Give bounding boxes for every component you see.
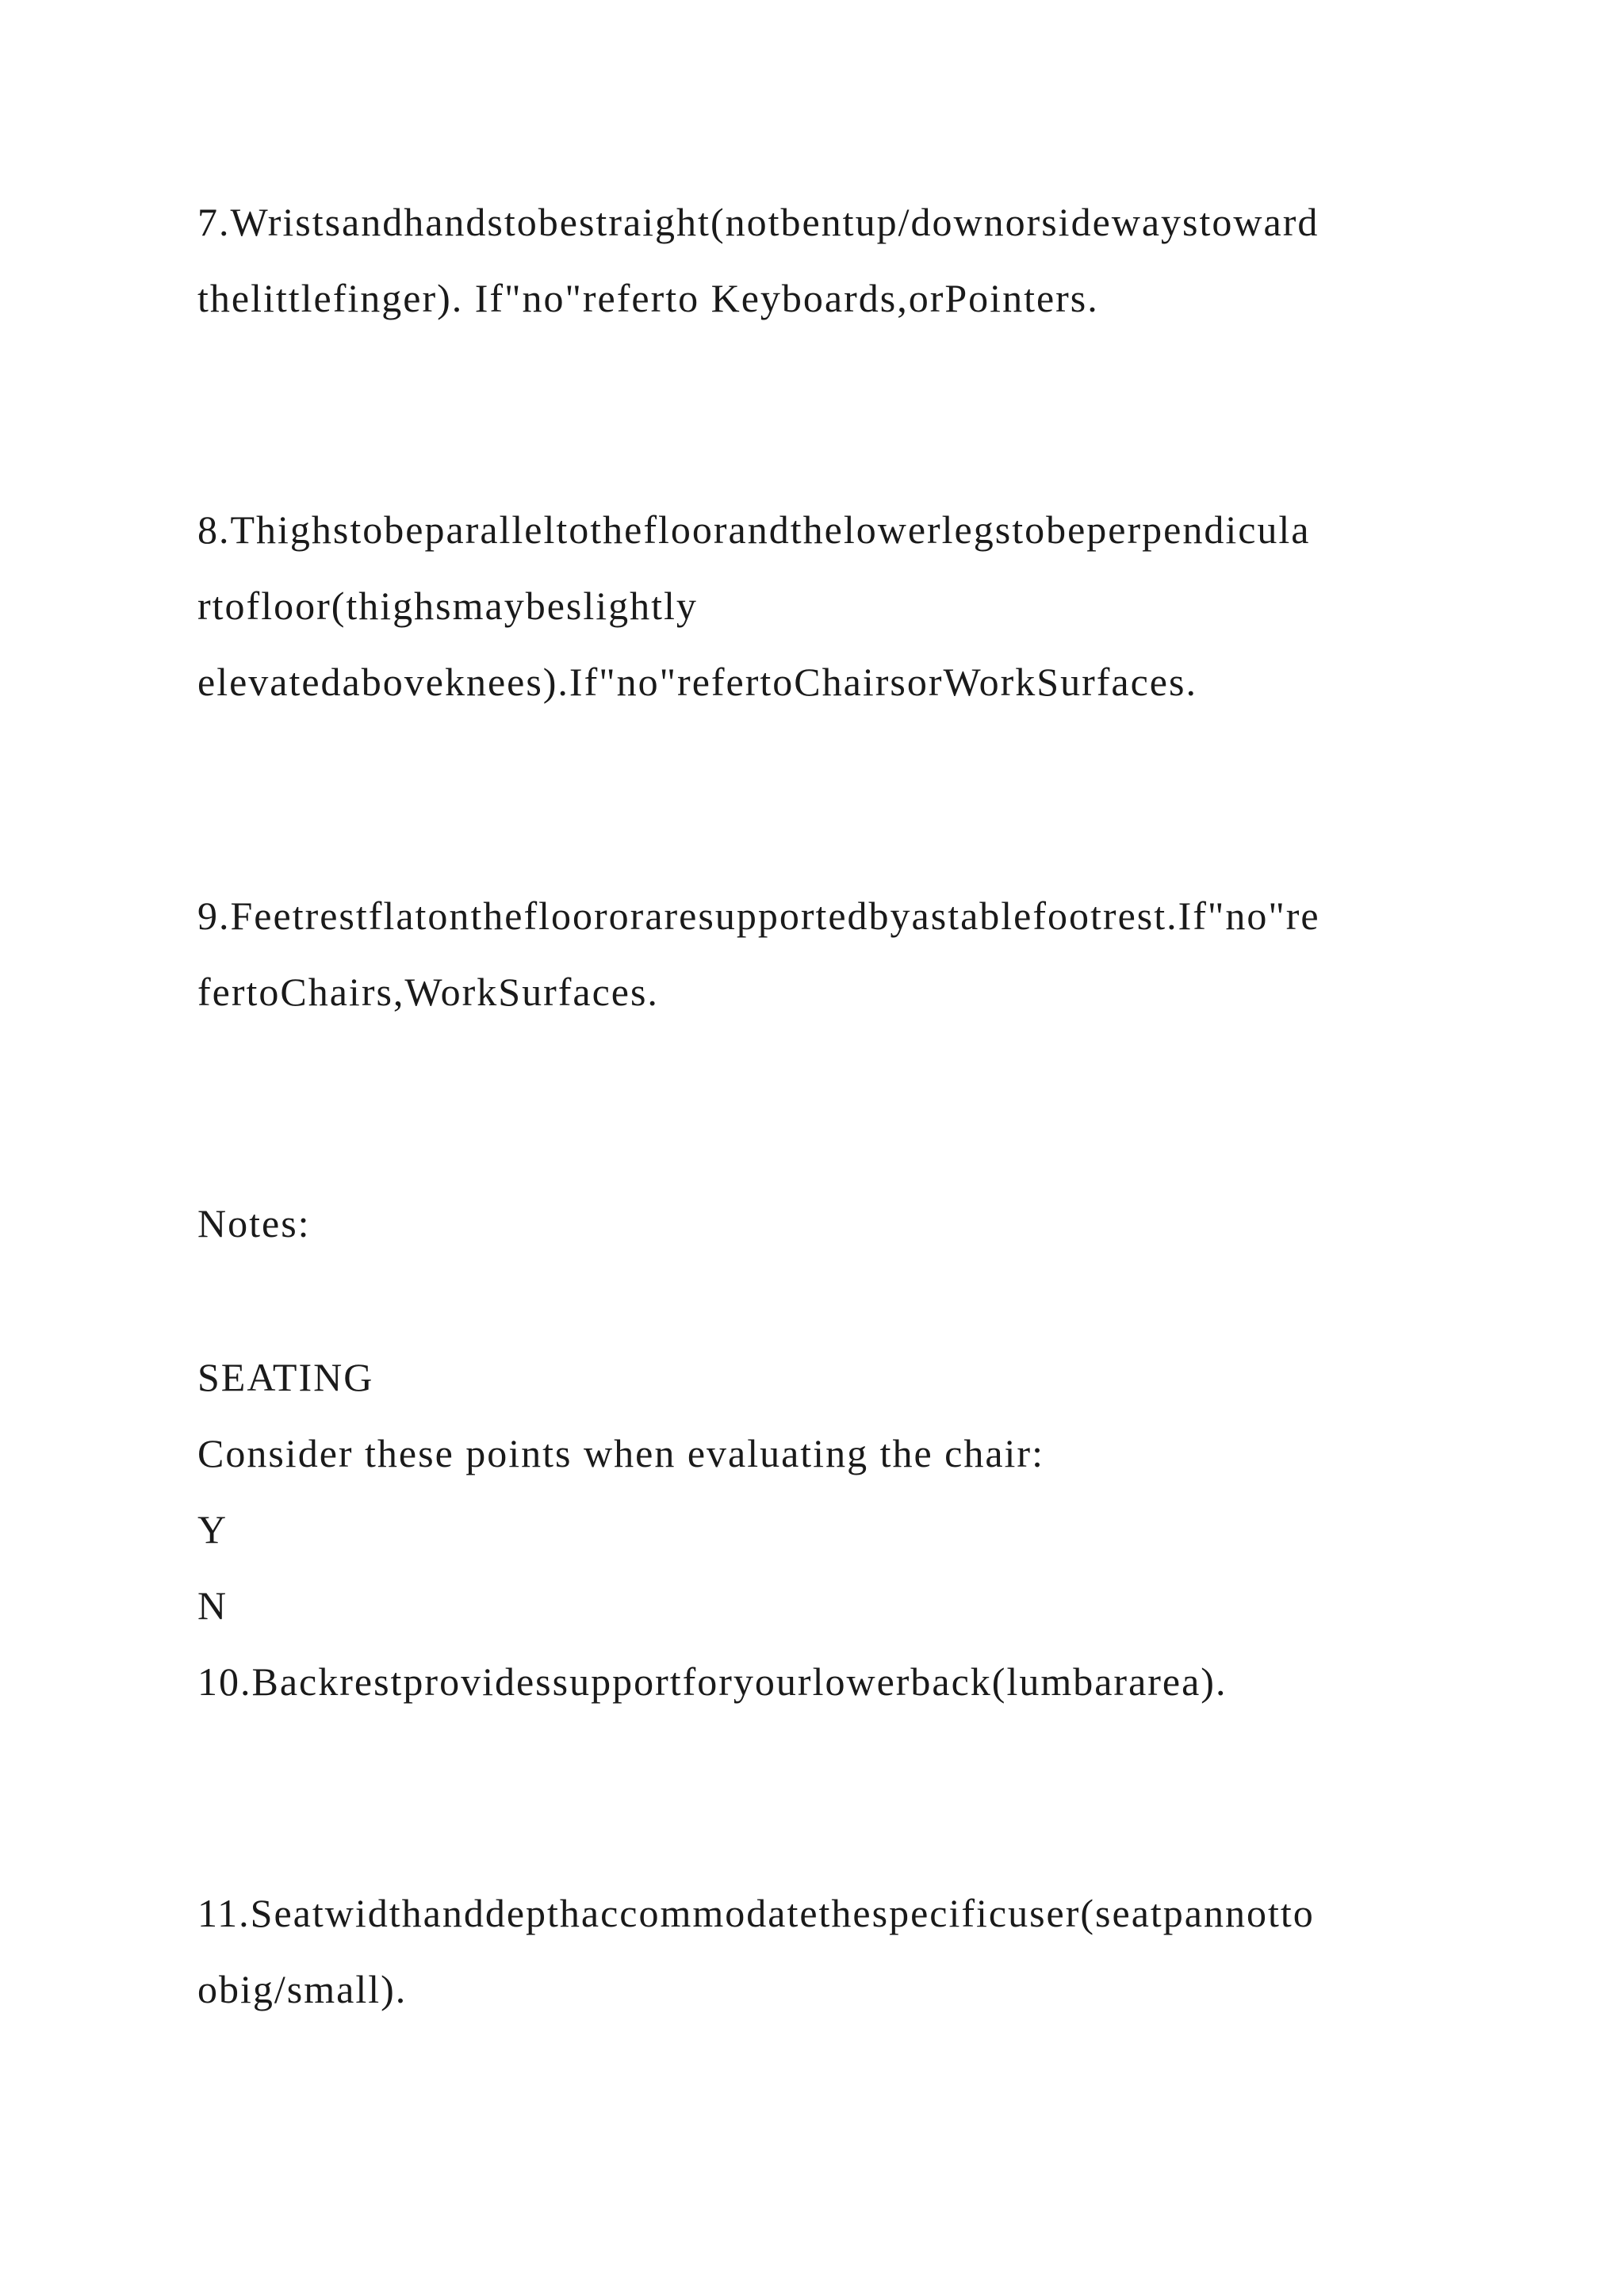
item-8-line-1: 8.Thighstobeparalleltothefloorandthelowerlegstobeperpendicula — [197, 507, 1311, 552]
item-8-line-2: rtofloor(thighsmaybeslightly — [197, 584, 698, 628]
no-label: N — [197, 1583, 228, 1628]
item-9-line-2: fertoChairs,WorkSurfaces. — [197, 970, 659, 1014]
notes-label: Notes: — [197, 1201, 311, 1246]
item-10-line-1: 10.Backrestprovidessupportforyourlowerback(lumbararea). — [197, 1659, 1228, 1704]
item-9-line-1: 9.Feetrestflatonthefloororaresupportedbyastablefootrest.If"no"re — [197, 894, 1320, 938]
item-7-line-2: thelittlefinger). If"no"referto Keyboards,orPointers. — [197, 276, 1099, 320]
item-11-line-1: 11.Seatwidthanddepthaccommodatethespecificuser(seatpannotto — [197, 1891, 1315, 1935]
seating-intro: Consider these points when evaluating the chair: — [197, 1431, 1044, 1475]
item-8-line-3: elevatedaboveknees).If"no"refertoChairsorWorkSurfaces. — [197, 660, 1197, 704]
seating-heading: SEATING — [197, 1355, 374, 1399]
item-11-line-2: obig/small). — [197, 1967, 408, 2011]
yes-label: Y — [197, 1507, 228, 1552]
item-7-line-1: 7.Wristsandhandstobestraight(notbentup/downorsidewaystoward — [197, 200, 1320, 244]
